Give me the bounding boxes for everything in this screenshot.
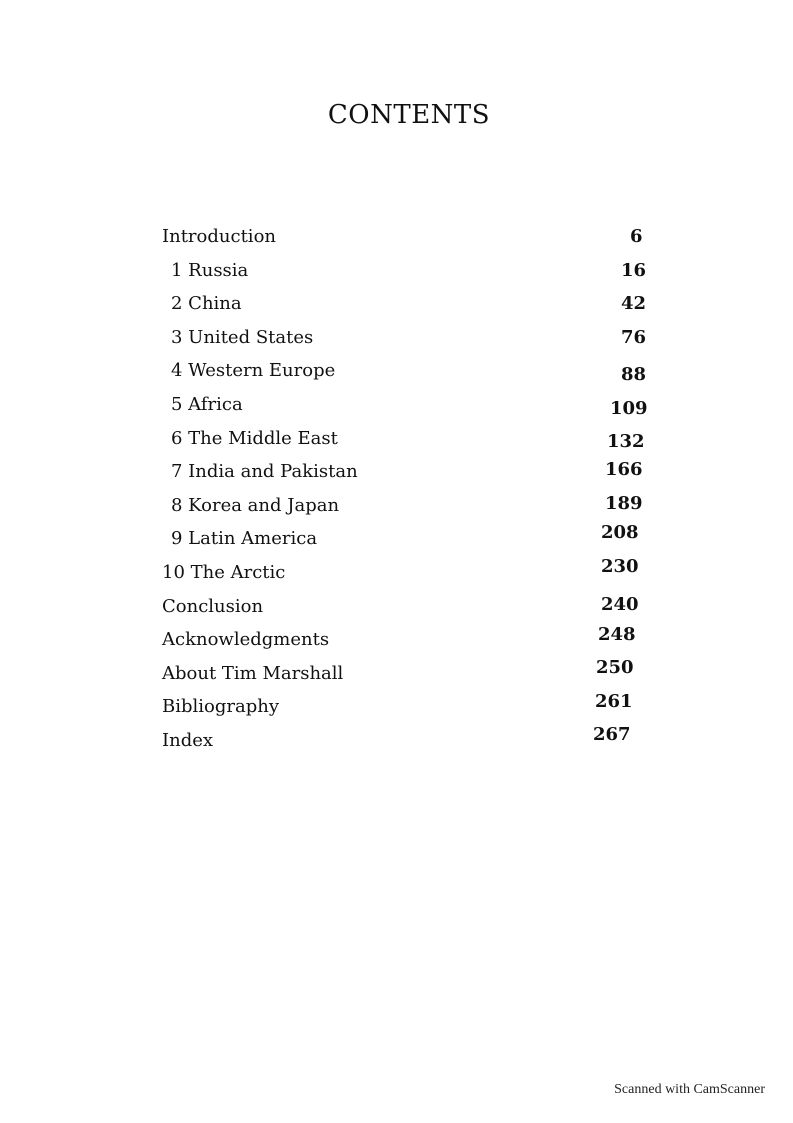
toc-entry-label: About Tim Marshall <box>162 662 344 684</box>
page-title: CONTENTS <box>327 100 491 130</box>
toc-entry-label: 1 Russia <box>171 259 249 281</box>
toc-entry-label: 6 The Middle East <box>171 427 338 449</box>
toc-entry-the-middle-east[interactable] <box>160 422 650 456</box>
toc-entry-western-europe[interactable] <box>160 354 650 388</box>
toc-entry-label: 4 Western Europe <box>171 360 336 382</box>
toc-entry-page-number: 6 <box>630 226 643 247</box>
toc-entry-page-number: 16 <box>621 259 647 281</box>
toc-entry-introduction[interactable] <box>160 220 650 254</box>
toc-entry-page-number: 208 <box>601 522 639 544</box>
toc-entry-page-number: 132 <box>607 430 645 452</box>
toc-entry-russia[interactable] <box>160 254 650 288</box>
toc-entry-korea-and-japan[interactable] <box>160 489 650 523</box>
toc-entry-index[interactable] <box>160 724 650 758</box>
toc-entry-label: 2 China <box>171 293 242 315</box>
toc-entry-page-number: 230 <box>601 555 639 577</box>
toc-entry-page-number: 261 <box>595 691 633 713</box>
toc-entry-label: 8 Korea and Japan <box>171 494 340 516</box>
toc-entry-label: 9 Latin America <box>171 528 318 550</box>
table-of-contents <box>160 220 650 758</box>
toc-entry-label: Bibliography <box>162 696 279 718</box>
toc-entry-page-number: 166 <box>605 459 643 481</box>
toc-entry-africa[interactable] <box>160 388 650 422</box>
toc-entry-page-number: 250 <box>596 656 634 678</box>
toc-entry-page-number: 42 <box>621 293 647 315</box>
toc-entry-label: 7 India and Pakistan <box>171 461 358 483</box>
toc-entry-india-and-pakistan[interactable] <box>160 455 650 489</box>
toc-entry-the-arctic[interactable] <box>160 556 650 590</box>
toc-entry-page-number: 248 <box>598 624 636 646</box>
toc-entry-about-tim-marshall[interactable] <box>160 657 650 691</box>
toc-entry-bibliography[interactable] <box>160 690 650 724</box>
toc-entry-label: 5 Africa <box>171 393 243 415</box>
toc-entry-page-number: 267 <box>593 723 631 745</box>
toc-entry-conclusion[interactable] <box>160 590 650 624</box>
toc-entry-label: Introduction <box>162 226 276 247</box>
toc-entry-acknowledgments[interactable] <box>160 623 650 657</box>
toc-entry-latin-america[interactable] <box>160 522 650 556</box>
toc-entry-page-number: 109 <box>610 397 648 419</box>
scanner-watermark: Scanned with CamScanner <box>614 1082 765 1097</box>
toc-entry-label: Conclusion <box>162 595 264 617</box>
toc-entry-page-number: 76 <box>621 326 647 348</box>
toc-entry-label: Acknowledgments <box>162 629 330 651</box>
toc-entry-label: 10 The Arctic <box>162 561 286 583</box>
toc-entry-united-states[interactable] <box>160 321 650 355</box>
toc-entry-label: Index <box>162 729 214 751</box>
toc-entry-page-number: 240 <box>601 593 639 615</box>
toc-entry-china[interactable] <box>160 287 650 321</box>
toc-entry-page-number: 189 <box>605 492 643 514</box>
toc-entry-label: 3 United States <box>171 326 314 348</box>
toc-entry-page-number: 88 <box>621 364 647 386</box>
